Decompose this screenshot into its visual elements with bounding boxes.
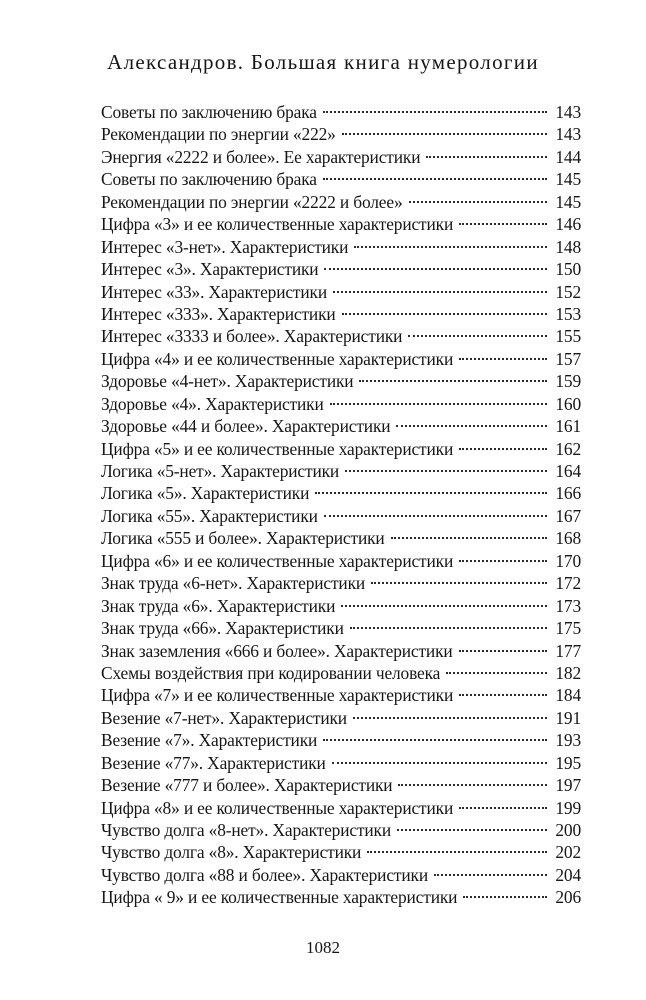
toc-entry-page: 175	[555, 618, 581, 639]
dot-leader	[459, 358, 547, 360]
toc-entry-title: Логика «5». Характеристики	[101, 483, 310, 504]
toc-entry-title: Цифра «4» и ее количественные характеристики	[101, 348, 454, 369]
toc-entry	[101, 393, 581, 415]
toc-entry-title: Логика «55». Характеристики	[101, 505, 318, 526]
toc-entry-title: Чувство долга «8-нет». Характеристики	[101, 820, 392, 840]
toc-entry-title: Чувство долга «88 и более». Характеристики	[101, 864, 428, 885]
toc-entry	[101, 482, 581, 504]
toc-entry	[101, 236, 581, 258]
toc-entry	[101, 864, 581, 886]
toc-entry-title: Везение «777 и более». Характеристики	[101, 775, 393, 796]
toc-entry-page: 143	[555, 124, 581, 145]
toc-entry-page: 173	[555, 595, 581, 616]
dot-leader	[359, 380, 547, 382]
dot-leader	[330, 403, 547, 405]
toc-entry-title: Здоровье «44 и более». Характеристики	[101, 416, 391, 437]
toc-entry-title: Знак заземления «666 и более». Характеристики	[101, 640, 453, 661]
toc-entry-page: 143	[555, 102, 581, 122]
toc-entry-page: 170	[555, 550, 581, 571]
dot-leader	[324, 515, 547, 517]
toc-entry-page: 167	[555, 505, 581, 526]
dot-leader	[323, 739, 547, 741]
toc-entry	[101, 707, 581, 729]
toc-entry-title: Знак труда «6». Характеристики	[101, 595, 336, 616]
toc-entry-title: Схемы воздействия при кодировании человека	[101, 662, 441, 683]
toc-entry-page: 146	[555, 214, 581, 235]
dot-leader	[426, 156, 547, 158]
toc-entry	[101, 841, 581, 863]
toc-entry-page: 177	[555, 640, 581, 661]
toc-entry-page: 160	[555, 393, 581, 414]
dot-leader	[354, 246, 547, 248]
dot-leader	[459, 560, 547, 562]
toc-entry	[101, 662, 581, 684]
toc-entry-title: Здоровье «4». Характеристики	[101, 393, 324, 414]
toc-entry	[101, 550, 581, 572]
toc-entry	[101, 168, 581, 190]
running-header: Александров. Большая книга нумерологии	[107, 50, 539, 74]
toc-entry-page: 202	[555, 842, 581, 863]
dot-leader	[398, 784, 547, 786]
toc-entry	[101, 729, 581, 751]
dot-leader	[324, 268, 547, 270]
toc-entry	[101, 146, 581, 168]
dot-leader	[342, 133, 547, 135]
toc-entry-title: Энергия «2222 и более». Ее характеристики	[101, 146, 421, 167]
toc-entry-title: Интерес «3333 и более». Характеристики	[101, 326, 403, 347]
toc-entry-page: 184	[555, 685, 581, 706]
toc-entry-title: Интерес «33». Характеристики	[101, 281, 327, 302]
toc-entry-page: 152	[555, 281, 581, 302]
toc-entry	[101, 819, 581, 841]
toc-entry	[101, 797, 581, 819]
dot-leader	[367, 851, 547, 853]
toc-entry	[101, 191, 581, 213]
toc-entry	[101, 213, 581, 235]
toc-entry-title: Знак труда «66». Характеристики	[101, 618, 344, 639]
toc-entry	[101, 617, 581, 639]
dot-leader	[371, 582, 547, 584]
dot-leader	[459, 448, 547, 450]
toc-entry-page: 145	[555, 169, 581, 190]
dot-leader	[391, 537, 547, 539]
toc-entry-title: Везение «7». Характеристики	[101, 730, 318, 751]
toc-entry	[101, 438, 581, 460]
dot-leader	[446, 672, 547, 674]
toc-entry-title: Цифра «5» и ее количественные характеристики	[101, 438, 454, 459]
toc-entry	[101, 325, 581, 347]
toc-entry-title: Здоровье «4-нет». Характеристики	[101, 371, 354, 392]
toc-entry-page: 148	[555, 236, 581, 257]
toc-entry-page: 155	[555, 326, 581, 347]
dot-leader	[459, 694, 547, 696]
toc-entry-title: Цифра «7» и ее количественные характеристики	[101, 685, 454, 706]
toc-entry-page: 157	[555, 348, 581, 369]
toc-entry-page: 191	[555, 707, 581, 728]
toc-entry-title: Рекомендации по энергии «222»	[101, 124, 336, 145]
toc-entry-page: 164	[555, 461, 581, 481]
toc-entry	[101, 774, 581, 796]
toc-entry-page: 150	[555, 259, 581, 280]
toc-entry	[101, 527, 581, 549]
toc-entry-page: 166	[555, 483, 581, 504]
toc-entry-title: Рекомендации по энергии «2222 и более»	[101, 191, 403, 212]
toc-entry-page: 172	[555, 573, 581, 594]
dot-leader	[409, 201, 548, 203]
toc-entry	[101, 123, 581, 145]
toc-entry-title: Интерес «3». Характеристики	[101, 259, 319, 280]
toc-entry-page: 144	[555, 146, 581, 167]
toc-entry-page: 153	[555, 303, 581, 324]
toc-entry	[101, 415, 581, 437]
toc-entry-title: Везение «77». Характеристики	[101, 752, 326, 773]
toc-entry-title: Советы по заключению брака	[101, 102, 317, 122]
toc-entry-page: 206	[555, 887, 581, 908]
dot-leader	[459, 650, 547, 652]
toc-entry-title: Везение «7-нет». Характеристики	[101, 707, 347, 728]
toc-entry-page: 161	[555, 416, 581, 437]
dot-leader	[463, 896, 547, 898]
toc-entry	[101, 258, 581, 280]
page-number: 1082	[306, 938, 340, 957]
toc-entry	[101, 640, 581, 662]
toc-entry-page: 182	[555, 662, 581, 683]
dot-leader	[350, 627, 547, 629]
toc-entry-page: 200	[555, 820, 581, 840]
toc-entry	[101, 303, 581, 325]
toc-entry-title: Чувство долга «8». Характеристики	[101, 842, 362, 863]
toc-entry	[101, 348, 581, 370]
toc-entry	[101, 505, 581, 527]
toc-entry-title: Цифра «3» и ее количественные характеристики	[101, 214, 454, 235]
dot-leader	[353, 717, 547, 719]
toc-entry	[101, 101, 581, 123]
dot-leader	[434, 874, 547, 876]
toc-entry	[101, 595, 581, 617]
toc-entry	[101, 281, 581, 303]
table-of-contents	[101, 101, 581, 909]
toc-entry	[101, 572, 581, 594]
dot-leader	[459, 807, 547, 809]
toc-entry-title: Цифра « 9» и ее количественные характеристики	[101, 887, 458, 908]
dot-leader	[396, 425, 547, 427]
dot-leader	[332, 762, 547, 764]
dot-leader	[333, 291, 547, 293]
dot-leader	[342, 313, 547, 315]
toc-entry-page: 162	[555, 438, 581, 459]
toc-entry	[101, 370, 581, 392]
toc-entry-page: 197	[555, 775, 581, 796]
dot-leader	[408, 335, 547, 337]
toc-entry-page: 204	[555, 864, 581, 885]
dot-leader	[341, 605, 547, 607]
toc-entry	[101, 752, 581, 774]
toc-entry-page: 193	[555, 730, 581, 751]
toc-entry-page: 145	[555, 191, 581, 212]
dot-leader	[315, 492, 547, 494]
toc-entry-title: Знак труда «6-нет». Характеристики	[101, 573, 366, 594]
toc-entry-title: Логика «5-нет». Характеристики	[101, 461, 340, 481]
toc-entry-title: Цифра «6» и ее количественные характеристики	[101, 550, 454, 571]
toc-entry-title: Логика «555 и более». Характеристики	[101, 528, 385, 549]
toc-entry-title: Цифра «8» и ее количественные характеристики	[101, 797, 454, 818]
toc-entry-title: Интерес «3-нет». Характеристики	[101, 236, 349, 257]
toc-entry	[101, 684, 581, 706]
toc-entry-title: Советы по заключению брака	[101, 169, 317, 190]
toc-entry-title: Интерес «333». Характеристики	[101, 303, 336, 324]
toc-entry-page: 168	[555, 528, 581, 549]
dot-leader	[323, 111, 547, 113]
toc-entry	[101, 460, 581, 482]
dot-leader	[459, 223, 547, 225]
toc-entry-page: 199	[555, 797, 581, 818]
dot-leader	[345, 470, 547, 472]
toc-entry-page: 159	[555, 371, 581, 392]
toc-entry	[101, 886, 581, 908]
toc-entry-page: 195	[555, 752, 581, 773]
dot-leader	[397, 829, 547, 831]
dot-leader	[323, 178, 547, 180]
